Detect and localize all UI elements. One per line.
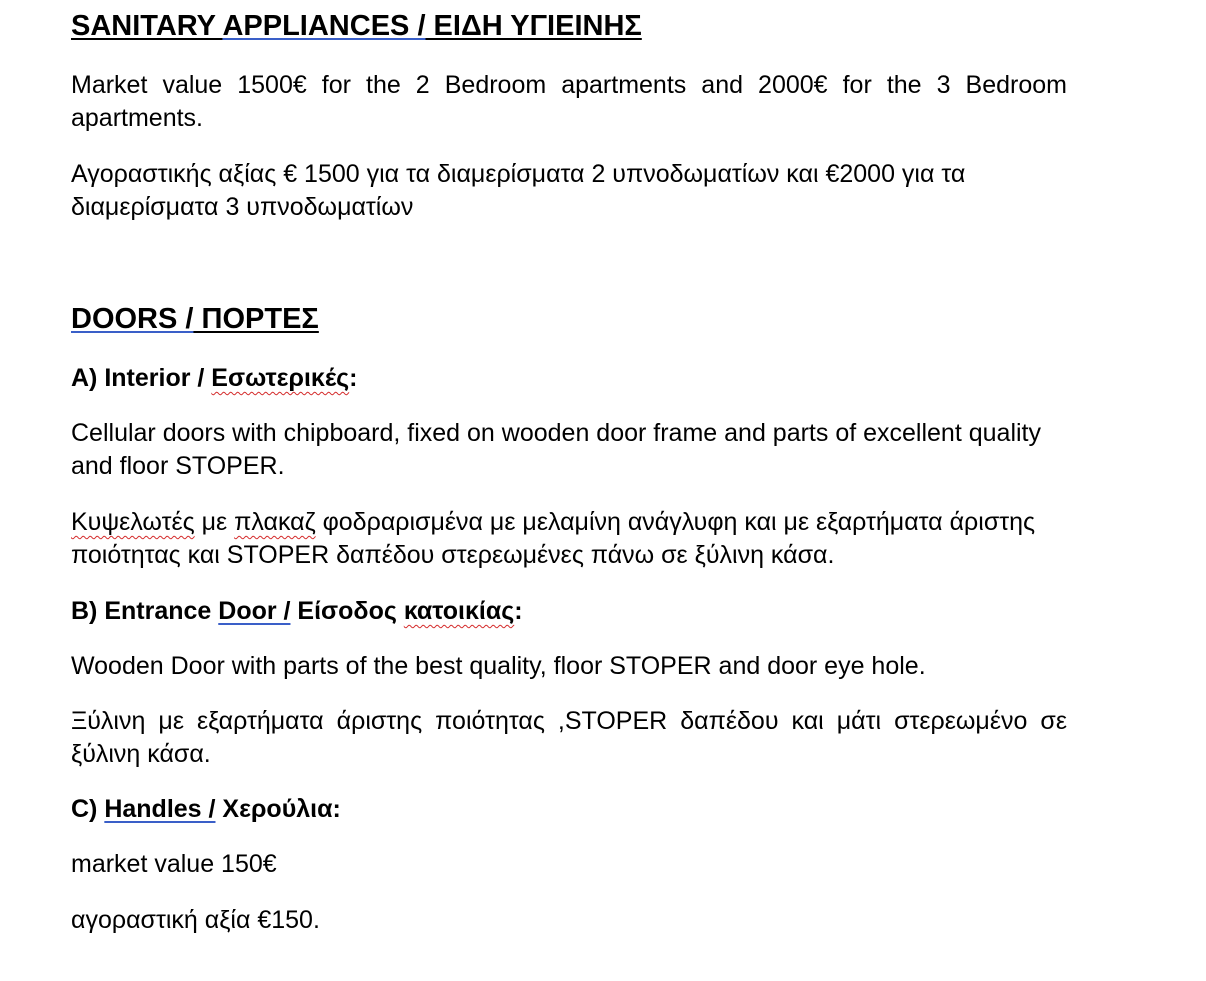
handles-title-prefix: C) <box>71 795 105 823</box>
sanitary-heading-part: SANITARY <box>71 10 223 42</box>
misspelled-word: Κυψελωτές <box>71 508 195 536</box>
entrance-title-greek: Είσοδος <box>290 597 404 625</box>
handles-english-text: market value 150€ <box>71 850 277 878</box>
interior-english-text: Cellular doors with chipboard, fixed on wooden door frame and parts of excellent quality and floor STOPER. <box>71 419 1041 480</box>
handles-title-linked-part: Handles / <box>104 795 216 823</box>
misspelled-word: κατοικίας <box>403 597 515 625</box>
entrance-subheading <box>71 595 1067 628</box>
entrance-title: B) Entrance <box>71 597 219 625</box>
interior-greek-text <box>71 506 1067 572</box>
misspelled-word: πλακαζ <box>234 508 316 536</box>
doors-heading <box>71 302 1067 336</box>
interior-greek-fragment: με <box>194 508 235 536</box>
interior-greek-fragment: φοδραρισμένα με μελαμίνη ανάγλυφη και με εξαρτήματα άριστης ποιότητας και STOPER δαπέδου στερεωμένες πάνω σε ξύλινη κάσα. <box>71 508 1036 569</box>
handles-subheading <box>71 793 1067 826</box>
entrance-title-colon: : <box>514 597 523 625</box>
entrance-title-linked-part: Door / <box>218 597 291 625</box>
entrance-english-text: Wooden Door with parts of the best quality, floor STOPER and door eye hole. <box>71 652 926 680</box>
interior-title-colon: : <box>349 364 358 392</box>
sanitary-heading <box>71 9 1067 43</box>
sanitary-heading-linked-part: APPLIANCES / <box>222 10 426 42</box>
handles-title-greek: Χερούλια: <box>215 795 341 823</box>
sanitary-heading-greek: ΕΙΔΗ ΥΓΙΕΙΝΗΣ <box>425 10 642 42</box>
interior-subheading <box>71 362 1067 395</box>
interior-title: A) Interior / <box>71 364 212 392</box>
sanitary-english-text: Market value 1500€ for the 2 Bedroom apartments and 2000€ for the 3 Bedroom apartments. <box>71 71 1067 132</box>
doors-heading-linked-part: DOORS / <box>71 303 194 335</box>
handles-greek-text: αγοραστική αξία €150. <box>71 906 320 934</box>
entrance-greek-text: Ξύλινη με εξαρτήματα άριστης ποιότητας ,STOPER δαπέδου και μάτι στερεωμένο σε ξύλινη κάσα. <box>71 707 1067 768</box>
doors-heading-greek: ΠΟΡΤΕΣ <box>193 303 319 335</box>
sanitary-greek-text: Αγοραστικής αξίας € 1500 για τα διαμερίσματα 2 υπνοδωματίων και €2000 για τα διαμερίσματα 3 υπνοδωματίων <box>71 160 966 221</box>
interior-title-greek: Εσωτερικές <box>211 364 350 392</box>
